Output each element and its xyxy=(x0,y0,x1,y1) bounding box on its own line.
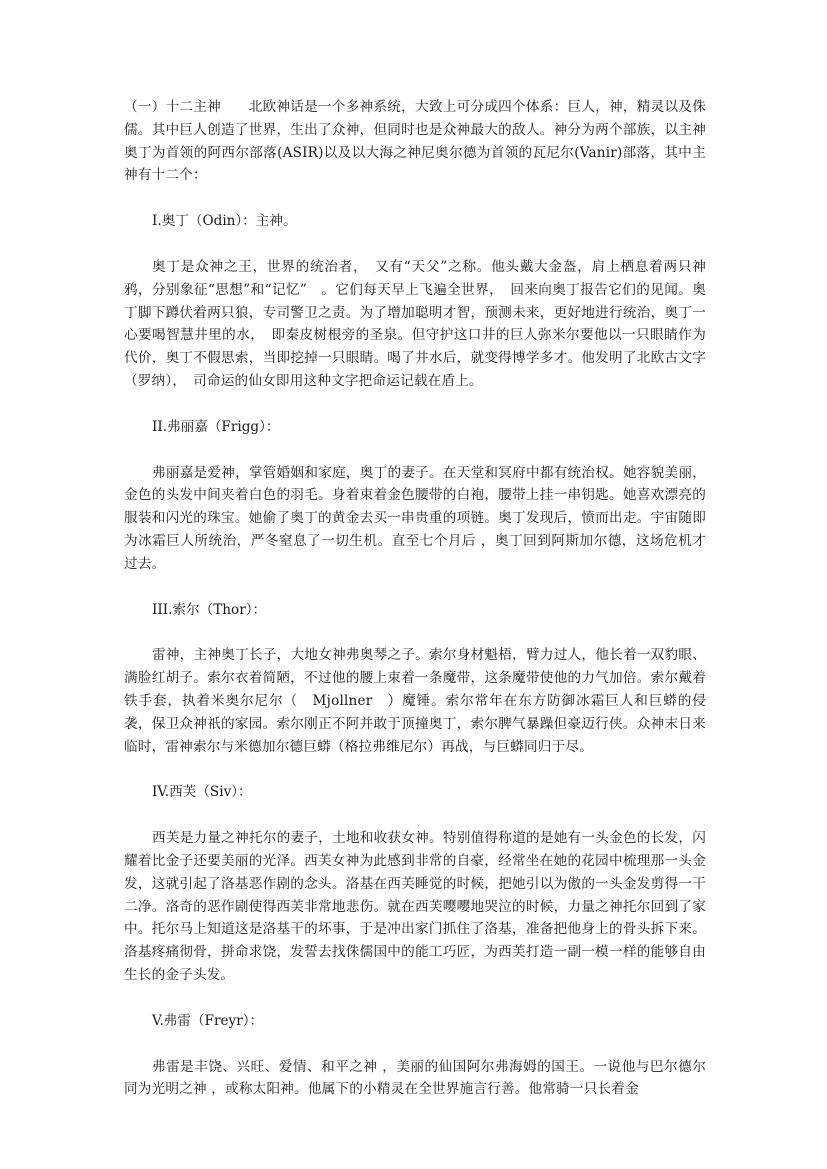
section-body-thor: 雷神，主神奥丁长子，大地女神弗奥琴之子。索尔身材魁梧，臂力过人，他长着一双豹眼、满脸红胡子。索尔衣着简陋，不过他的腰上束着一条魔带，这条魔带使他的力气加倍。索尔戴着铁手套，执着米奥尔尼尔（ Mjollner ）魔锤。索尔常年在东方防御冰霜巨人和巨蟒的侵袭，保卫众神祇的家园。索尔刚正不阿并敢于顶撞奥丁，索尔脾气暴躁但豪迈行侠。众神末日来临时，雷神索尔与米德加尔德巨蟒（格拉弗维尼尔）再战，与巨蟒同归于尽。 xyxy=(124,647,706,755)
section-heading-odin: I.奥丁（Odin）：主神。 xyxy=(152,213,297,230)
spacer xyxy=(124,233,706,256)
spacer xyxy=(124,187,706,210)
spacer xyxy=(124,621,706,644)
spacer xyxy=(124,804,706,827)
spacer xyxy=(124,439,706,462)
spacer xyxy=(124,393,706,416)
section-heading-siv: IV.西芙（Siv）： xyxy=(152,784,252,801)
section-body-freyr: 弗雷是丰饶、兴旺、爱情、和平之神 ，美丽的仙国阿尔弗海姆的国王。一说他与巴尔德尔同为光明之神 ，或称太阳神。他属下的小精灵在全世界施言行善。他常骑一只长着金 xyxy=(124,1058,706,1098)
section-heading-frigg: II.弗丽嘉（Frigg）： xyxy=(152,418,280,435)
section-heading-freyr: V.弗雷（Freyr）： xyxy=(152,1012,264,1029)
section-body-frigg: 弗丽嘉是爱神，掌管婚姻和家庭，奥丁的妻子。在天堂和冥府中都有统治权。她容貌美丽，金色的头发中间夹着白色的羽毛。身着束着金色腰带的白袍，腰带上挂一串钥匙。她喜欢漂亮的服装和闪光的珠宝。她偷了奥丁的黄金去买一串贵重的项链。奥丁发现后，愤而出走。宇宙随即为冰霜巨人所统治，严冬窒息了一切生机。直至七个月后 ，奥丁回到阿斯加尔德，这场危机才过去。 xyxy=(124,464,706,572)
section-body-odin: 奥丁是众神之王，世界的统治者， 又有“天父”之称。他头戴大金盔，肩上栖息着两只神鸦，分别象征“思想”和“记忆” 。它们每天早上飞遍全世界， 回来向奥丁报告它们的见闻。奥丁脚下蹲伏着两只狼，专司警卫之责。为了增加聪明才智，预测未来，更好地进行统治，奥丁一心要喝智慧井里的水， 即秦皮树根旁的圣泉。但守护这口井的巨人弥米尔要他以一只眼睛作为代价，奥丁不假思索，当即挖掉一只眼睛。喝了井水后，就变得博学多才。他发明了北欧古文字（罗纳）， 司命运的仙女即用这种文字把命运记载在盾上。 xyxy=(124,258,706,389)
spacer xyxy=(124,987,706,1010)
spacer xyxy=(124,576,706,599)
spacer xyxy=(124,758,706,781)
section-body-siv: 西芙是力量之神托尔的妻子，土地和收获女神。特别值得称道的是她有一头金色的长发，闪耀着比金子还要美丽的光泽。西芙女神为此感到非常的自豪，经常坐在她的花园中梳理那一头金发，这就引起了洛基恶作剧的念头。洛基在西芙睡觉的时候，把她引以为傲的一头金发剪得一干二净。洛奇的恶作剧使得西芙非常地悲伤。就在西芙嘤嘤地哭泣的时候，力量之神托尔回到了家中。托尔马上知道这是洛基干的坏事，于是冲出家门抓住了洛基，准备把他身上的骨头拆下来。洛基疼痛彻骨，拼命求饶，发誓去找侏儒国中的能工巧匠，为西芙打造一副一模一样的能够自由生长的金子头发。 xyxy=(124,830,706,983)
spacer xyxy=(124,1033,706,1056)
document-page xyxy=(124,96,706,1101)
section-heading-thor: III.索尔（Thor）： xyxy=(152,601,267,618)
intro-paragraph: （一）十二主神 北欧神话是一个多神系统，大致上可分成四个体系：巨人，神，精灵以及侏儒。其中巨人创造了世界，生出了众神，但同时也是众神最大的敌人。神分为两个部族，以主神奥丁为首领的阿西尔部落(ASIR)以及以大海之神尼奥尔德为首领的瓦尼尔(Vanir)部落，其中主神有十二个： xyxy=(124,99,706,184)
